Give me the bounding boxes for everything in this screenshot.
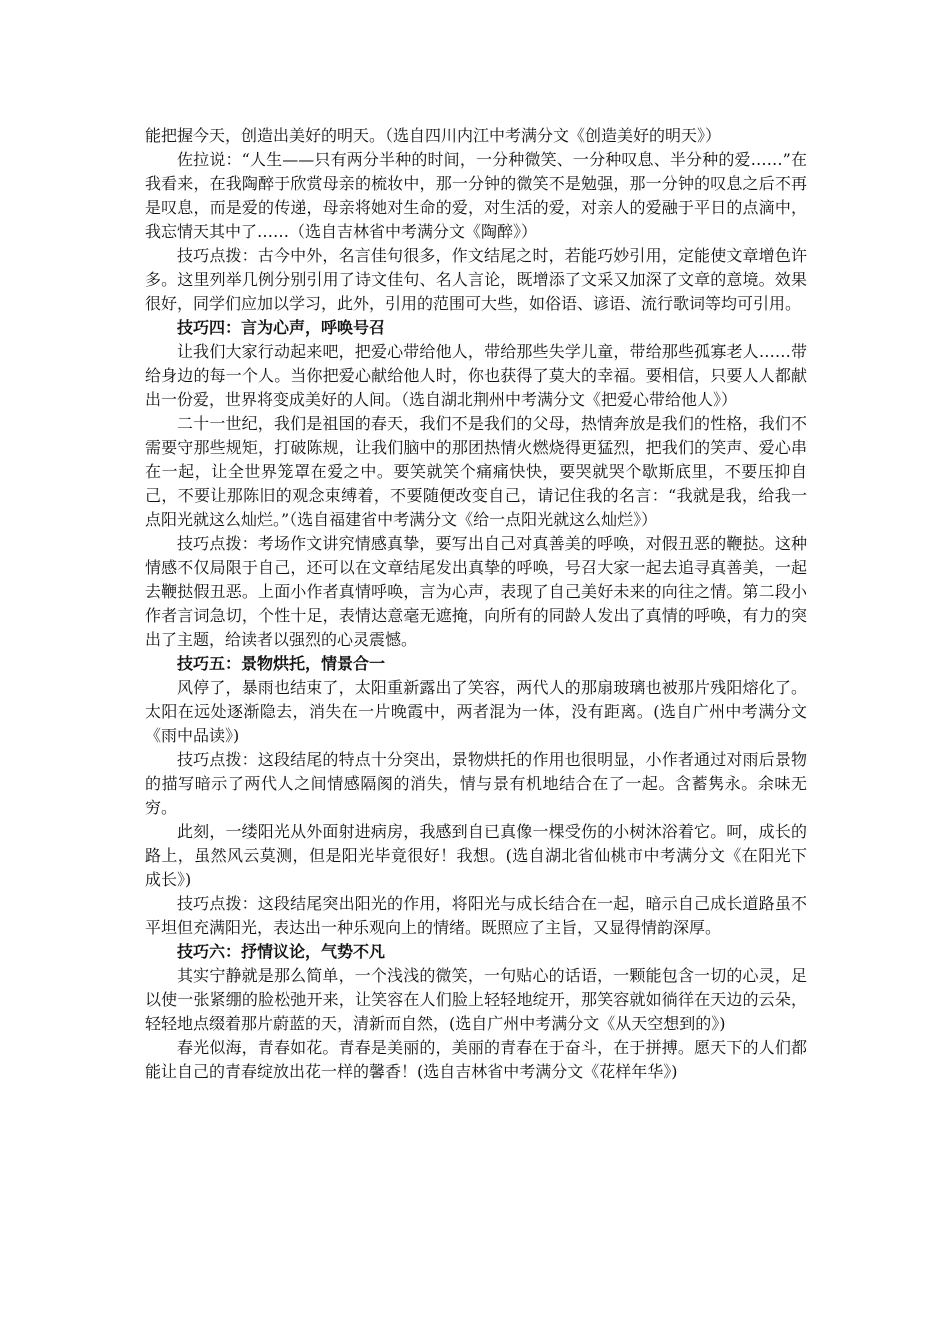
- paragraph-example-youth: 春光似海，青春如花。青春是美丽的，美丽的青春在于奋斗，在于拼搏。愿天下的人们都能让自己的青春绽放出花一样的馨香！(选自吉林省中考满分文《花样年华》): [145, 1038, 807, 1081]
- section-heading-technique-6: 技巧六：抒情议论，气势不凡: [177, 942, 386, 961]
- section-heading-technique-5: 技巧五：景物烘托，情景合一: [177, 654, 386, 673]
- paragraph-example-love: 让我们大家行动起来吧，把爱心带给他人，带给那些失学儿童，带给那些孤寡老人……带给身边的每一个人。当你把爱心献给他人时，你也获得了莫大的幸福。要相信，只要人人都献出一份爱，世界将变成美好的人间。（选自湖北荆州中考满分文《把爱心带给他人》）: [145, 342, 807, 409]
- paragraph-example-rain: 风停了，暴雨也结束了，太阳重新露出了笑容，两代人的那扇玻璃也被那片残阳熔化了。太阳在远处逐渐隐去，消失在一片晚霞中，两者混为一体，没有距离。(选自广州中考满分文《雨中品读》): [145, 678, 807, 745]
- paragraph-tip-4: 技巧点拨：考场作文讲究情感真挚，要写出自己对真善美的呼唤，对假丑恶的鞭挞。这种情感不仅局限于自己，还可以在文章结尾发出真挚的呼唤，号召大家一起去追寻真善美，一起去鞭挞假丑恶。上面小作者真情呼唤，言为心声，表现了自己美好未来的向往之情。第二段小作者言词急切，个性十足，表情达意毫无遮掩，向所有的同龄人发出了真情的呼唤，有力的突出了主题，给读者以强烈的心灵震憾。: [145, 534, 807, 649]
- paragraph-example-growth: 此刻，一缕阳光从外面射进病房，我感到自已真像一棵受伤的小树沐浴着它。呵，成长的路上，虽然风云莫测，但是阳光毕竟很好！我想。(选自湖北省仙桃市中考满分文《在阳光下成长》): [145, 822, 807, 889]
- document-page: [145, 124, 807, 1084]
- paragraph-example-sunshine: 二十一世纪，我们是祖国的春天，我们不是我们的父母，热情奔放是我们的性格，我们不需要守那些规矩，打破陈规，让我们脑中的那团热情火燃烧得更猛烈，把我们的笑声、爱心串在一起，让全世界笼罩在爱之中。要笑就笑个痛痛快快，要哭就哭个歇斯底里，不要压抑自己，不要让那陈旧的观念束缚着，不要随便改变自己，请记住我的名言：“我就是我，给我一点阳光就这么灿烂。”（选自福建省中考满分文《给一点阳光就这么灿烂》）: [145, 414, 807, 529]
- section-heading-technique-4: 技巧四：言为心声，呼唤号召: [177, 318, 386, 337]
- paragraph-tip-5b: 技巧点拨：这段结尾突出阳光的作用，将阳光与成长结合在一起，暗示自己成长道路虽不平坦但充满阳光，表达出一种乐观向上的情绪。既照应了主旨，又显得情韵深厚。: [145, 894, 807, 937]
- paragraph-tip-3: 技巧点拨：古今中外，名言佳句很多，作文结尾之时，若能巧妙引用，定能使文章增色许多。这里列举几例分别引用了诗文佳句、名人言论，既增添了文采又加深了文章的意境。效果很好，同学们应加以学习，此外，引用的范围可大些，如俗语、谚语、流行歌词等均可引用。: [145, 246, 807, 313]
- paragraph-example-tranquility: 其实宁静就是那么简单，一个浅浅的微笑，一句贴心的话语，一颗能包含一切的心灵，足以使一张紧绷的脸松弛开来，让笑容在人们脸上轻轻地绽开，那笑容就如徜徉在天边的云朵，轻轻地点缀着那片蔚蓝的天，清新而自然，(选自广州中考满分文《从天空想到的》): [145, 966, 807, 1033]
- paragraph-tip-5a: 技巧点拨：这段结尾的特点十分突出，景物烘托的作用也很明显，小作者通过对雨后景物的描写暗示了两代人之间情感隔阂的消失，情与景有机地结合在了一起。含蓄隽永。余味无穷。: [145, 750, 807, 817]
- paragraph-continuation: 能把握今天，创造出美好的明天。（选自四川内江中考满分文《创造美好的明天》）: [145, 126, 722, 145]
- paragraph-quote-zola: 佐拉说：“人生——只有两分半种的时间，一分种微笑、一分种叹息、半分种的爱……”在我看来，在我陶醉于欣赏母亲的梳妆中，那一分钟的微笑不是勉强，那一分钟的叹息之后不再是叹息，而是爱的传递，母亲将她对生命的爱，对生活的爱，对亲人的爱融于平日的点滴中，我忘情天其中了……（选自吉林省中考满分文《陶醉》）: [145, 150, 807, 241]
